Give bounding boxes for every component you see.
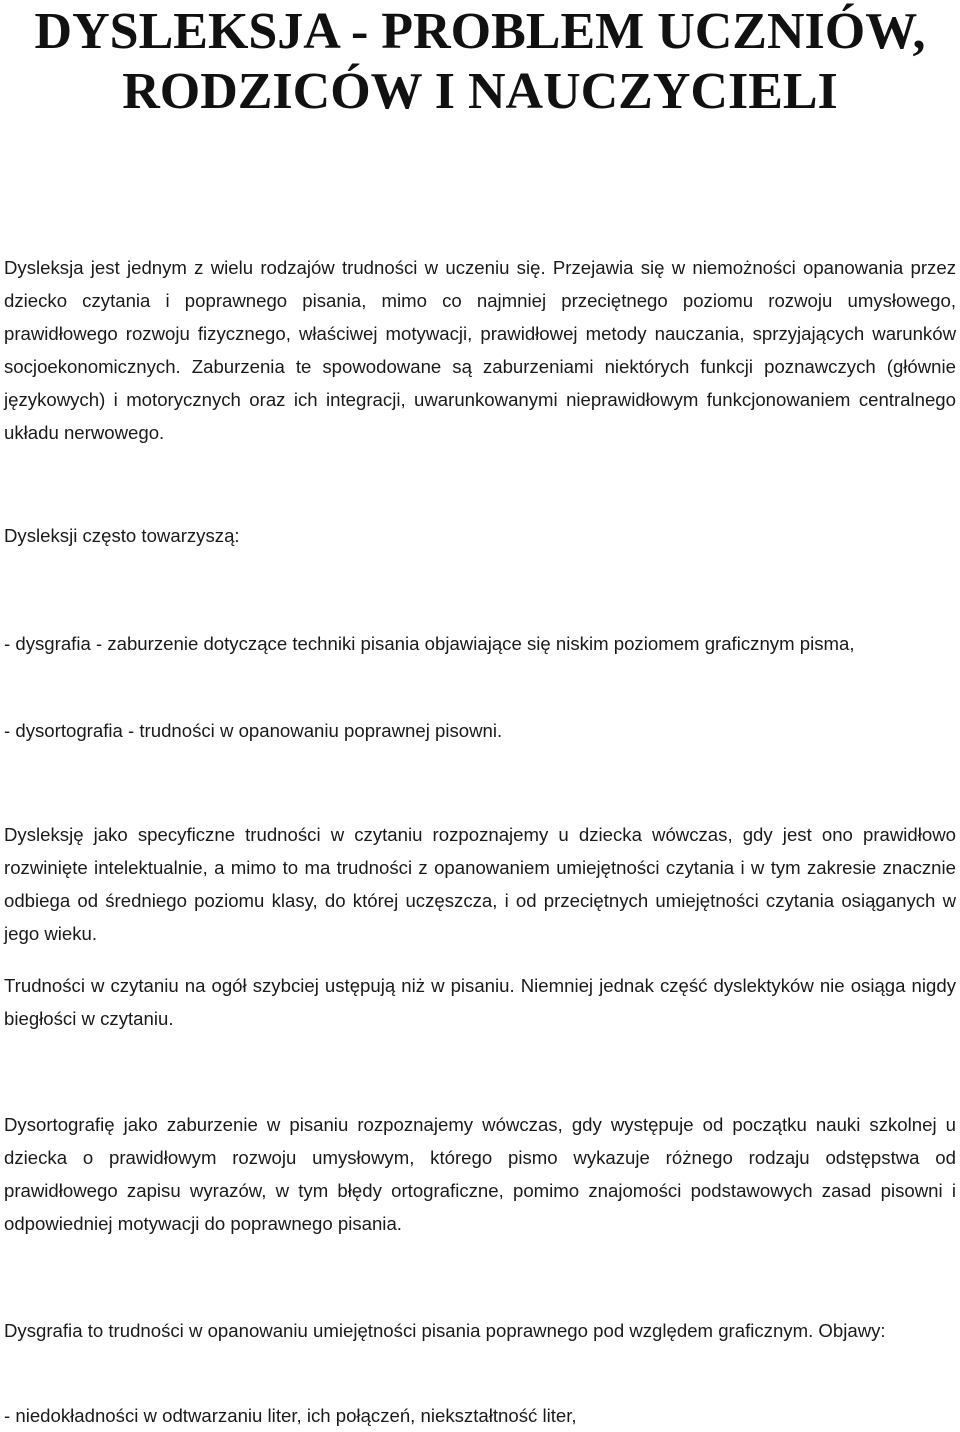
document-title [0, 2, 960, 122]
list-item-dysortografia: - dysortografia - trudności w opanowaniu poprawnej pisowni. [4, 720, 503, 741]
paragraph-dysortography: Dysortografię jako zaburzenie w pisaniu rozpoznajemy wówczas, gdy występuje od początku nauki szkolnej u dziecka o prawidłowym rozwoju umysłowym, którego pismo wykazuje różnego rodzaju odstępstwa od prawidłowego zapisu wyrazów, w tym błędy ortograficzne, pomimo znajomości podstawowych zasad pisowni i odpowiedniej motywacji do poprawnego pisania. [4, 1114, 956, 1234]
title-line-1: DYSLEKSJA - PROBLEM UCZNIÓW, [34, 3, 926, 60]
paragraph-dyslexia-definition: Dysleksja jest jednym z wielu rodzajów trudności w uczeniu się. Przejawia się w niemożności opanowania przez dziecko czytania i poprawnego pisania, mimo co najmniej przeciętnego poziomu rozwoju umysłowego, prawidłowego rozwoju fizycznego, właściwej motywacji, prawidłowej metody nauczania, sprzyjających warunków socjoekonomicznych. Zaburzenia te spowodowane są zaburzeniami niektórych funkcji poznawczych (głównie językowych) i motorycznych oraz ich integracji, uwarunkowanymi nieprawidłowym funkcjonowaniem centralnego układu nerwowego. [4, 257, 956, 443]
title-line-2: RODZICÓW I NAUCZYCIELI [122, 63, 838, 120]
paragraph-accompanying-intro: Dysleksji często towarzyszą: [4, 525, 240, 546]
list-item-symptom: - niedokładności w odtwarzaniu liter, ich połączeń, niekształtność liter, [4, 1405, 577, 1426]
paragraph-reading-vs-writing: Trudności w czytaniu na ogół szybciej ustępują niż w pisaniu. Niemniej jednak część dyslektyków nie osiąga nigdy biegłości w czytaniu. [4, 975, 956, 1029]
paragraph-reading-difficulties: Dysleksję jako specyficzne trudności w czytaniu rozpoznajemy u dziecka wówczas, gdy jest ono prawidłowo rozwinięte intelektualnie, a mimo to ma trudności z opanowaniem umiejętności czytania i w tym zakresie znacznie odbiega od średniego poziomu klasy, do której uczęszcza, i od przeciętnych umiejętności czytania osiąganych w jego wieku. [4, 824, 956, 944]
list-item-dysgrafia: - dysgrafia - zaburzenie dotyczące techniki pisania objawiające się niskim poziomem graficznym pisma, [4, 633, 855, 654]
paragraph-dysgraphia: Dysgrafia to trudności w opanowaniu umiejętności pisania poprawnego pod względem graficznym. Objawy: [4, 1320, 886, 1341]
